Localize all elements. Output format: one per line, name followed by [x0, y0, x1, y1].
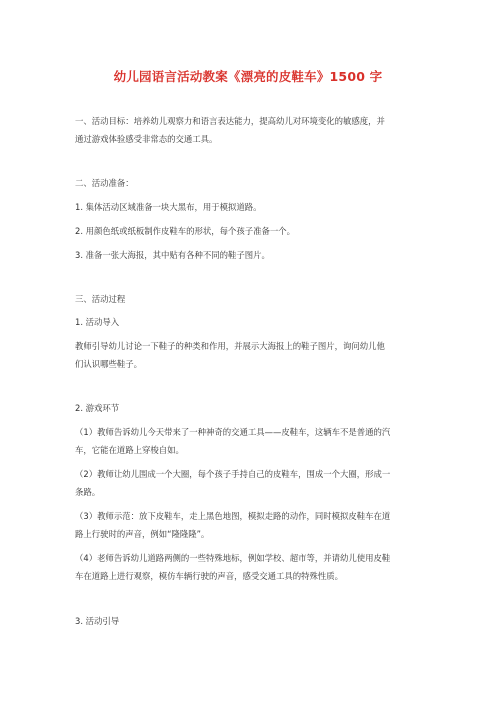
step2-p2-line-1: （2）教师让幼儿围成一个大圈，每个孩子手持自己的皮鞋车，围成一个大圈，形成一 — [75, 469, 391, 479]
document-title: 幼儿园语言活动教案《漂亮的皮鞋车》1500 字 — [113, 69, 383, 84]
step2-p3-line-2: 路上行驶时的声音，例如“隆隆隆”。 — [75, 529, 210, 539]
step1-line-1: 教师引导幼儿讨论一下鞋子的种类和作用，并展示大海报上的鞋子图片，询问幼儿他 — [75, 341, 385, 351]
objective-line-2: 通过游戏体验感受非常态的交通工具。 — [75, 134, 218, 144]
step2-p1-line-1: （1）教师告诉幼儿今天带来了一种神奇的交通工具——皮鞋车，这辆车不是普通的汽 — [75, 427, 391, 437]
step2-p4-line-1: （4）老师告诉幼儿道路两侧的一些特殊地标，例如学校、超市等，并请幼儿使用皮鞋 — [75, 553, 391, 563]
objective-line-1: 一、活动目标：培养幼儿观察力和语言表达能力，提高幼儿对环境变化的敏感度，并 — [75, 116, 385, 126]
step2-p1-line-2: 车，它能在道路上穿梭自如。 — [75, 445, 184, 455]
preparation-item-3: 3. 准备一张大海报，其中贴有各种不同的鞋子图片。 — [75, 250, 270, 260]
step2-p2-line-2: 条路。 — [75, 487, 101, 497]
preparation-item-1: 1. 集体活动区域准备一块大黑布，用于模拟道路。 — [75, 202, 262, 212]
process-heading: 三、活动过程 — [75, 294, 126, 304]
step2-p4-line-2: 车在道路上进行观察，模仿车辆行驶的声音，感受交通工具的特殊性质。 — [75, 571, 343, 581]
preparation-heading: 二、活动准备： — [75, 178, 134, 188]
step1-line-2: 们认识哪些鞋子。 — [75, 359, 142, 369]
preparation-item-2: 2. 用颜色纸或纸板制作皮鞋车的形状，每个孩子准备一个。 — [75, 226, 296, 236]
step1-title: 1. 活动导入 — [75, 317, 120, 327]
step3-title: 3. 活动引导 — [75, 616, 120, 626]
step2-p3-line-1: （3）教师示范：放下皮鞋车，走上黑色地图，模拟走路的动作，同时模拟皮鞋车在道 — [75, 511, 391, 521]
step2-title: 2. 游戏环节 — [75, 403, 120, 413]
